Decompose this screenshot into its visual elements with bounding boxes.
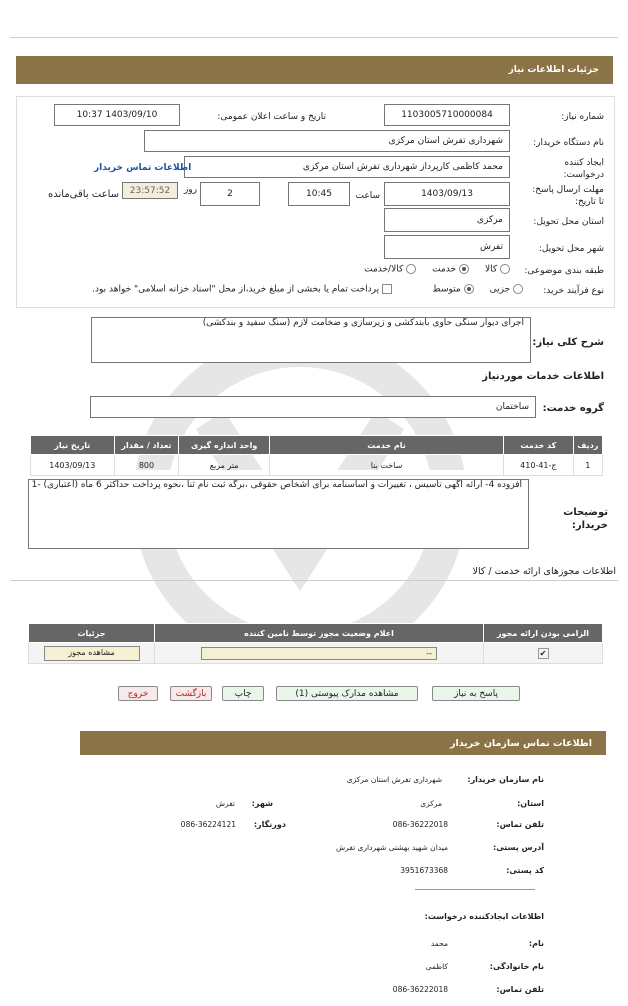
creator-name-label: نام: — [528, 939, 544, 948]
col-header-date: تاریخ نیاز — [31, 436, 115, 455]
radio-icon — [406, 264, 416, 274]
contact-postal-label: کد پستی: — [506, 866, 544, 875]
contact-fax-label: دورنگار: — [253, 820, 286, 829]
process-option-medium[interactable]: متوسط — [432, 284, 473, 295]
creator-name-value: محمد — [430, 939, 448, 948]
category-option-goods-service[interactable]: کالا/خدمت — [364, 264, 416, 275]
announce-label: تاریخ و ساعت اعلان عمومی: — [217, 112, 326, 122]
creator-family-value: کاظمی — [425, 962, 448, 971]
radio-icon — [513, 284, 523, 294]
status-select[interactable]: -- — [201, 647, 437, 660]
deadline-time-field[interactable]: 10:45 — [288, 182, 350, 206]
contact-postal-value: 3951673368 — [400, 866, 448, 875]
cell-name: ساخت بنا — [269, 455, 503, 476]
contact-title: اطلاعات تماس سازمان خریدار — [449, 737, 592, 749]
contact-phone-label: تلفن تماس: — [496, 820, 544, 829]
deadline-time-label: ساعت — [355, 191, 380, 201]
cell-details — [29, 643, 155, 664]
print-button[interactable]: چاپ — [222, 686, 264, 701]
permits-title: اطلاعات مجوزهای ارائه خدمت / کالا — [472, 566, 616, 577]
creator-label: ایجاد کننده درخواست: — [563, 158, 604, 180]
cell-row: 1 — [573, 455, 602, 476]
remaining-label: ساعت باقی‌مانده — [48, 189, 120, 200]
process-radio-group — [432, 284, 523, 295]
service-group-field: ساختمان — [90, 396, 536, 418]
city-label: شهر محل تحویل: — [538, 244, 604, 254]
days-label: روز — [183, 185, 197, 195]
category-option-goods[interactable]: کالا — [485, 264, 510, 275]
buyer-notes-label: توضیحات خریدار: — [563, 507, 608, 531]
reply-button[interactable]: پاسخ به نیاز — [432, 686, 520, 701]
creator-info-title: اطلاعات ایجادکننده درخواست: — [424, 912, 544, 921]
contact-province-label: استان: — [517, 799, 544, 808]
cell-code: ج-41-410 — [504, 455, 573, 476]
need-number-field: 1103005710000084 — [384, 104, 510, 126]
buyer-contact-link[interactable]: اطلاعات تماس خریدار — [94, 163, 192, 173]
attachments-button[interactable]: مشاهده مدارک پیوستی (1) — [276, 686, 418, 701]
radio-icon — [500, 264, 510, 274]
contact-address-value: میدان شهید بهشتی شهرداری تفرش — [335, 843, 448, 852]
table-row — [29, 643, 603, 664]
category-label: طبقه بندی موضوعی: — [524, 266, 604, 276]
cell-qty: 800 — [114, 455, 179, 476]
col-header-details: جزئیات — [29, 624, 155, 643]
radio-selected-icon — [459, 264, 469, 274]
cell-status — [155, 643, 484, 664]
radio-selected-icon — [464, 284, 474, 294]
days-field: 2 — [200, 182, 260, 206]
process-label: نوع فرآیند خرید: — [543, 286, 604, 296]
cell-required — [484, 643, 603, 664]
buyer-org-label: نام دستگاه خریدار: — [533, 138, 604, 148]
col-header-row: ردیف — [573, 436, 602, 455]
category-radio-group — [364, 264, 510, 275]
page-header — [16, 56, 613, 84]
contact-org-label: نام سازمان خریدار: — [467, 775, 544, 784]
service-group-label: گروه خدمت: — [542, 403, 604, 414]
creator-field: محمد کاظمی کارپرداز شهرداری تفرش استان مرکزی — [184, 156, 510, 178]
col-header-name: نام خدمت — [269, 436, 503, 455]
services-table — [30, 435, 603, 476]
process-option-minor[interactable]: جزیی — [490, 284, 523, 295]
contact-phone-value: 086-36222018 — [392, 820, 448, 829]
col-header-status: اعلام وضعیت مجوز توسط نامین کننده — [155, 624, 484, 643]
contact-province-value: مرکزی — [420, 799, 442, 808]
cell-date: 1403/09/13 — [31, 455, 115, 476]
exit-button[interactable]: خروج — [118, 686, 158, 701]
category-option-service[interactable]: خدمت — [432, 264, 469, 275]
creator-phone-value: 086-36222018 — [392, 985, 448, 994]
announce-field: 1403/09/10 10:37 — [54, 104, 180, 126]
creator-phone-label: تلفن تماس: — [496, 985, 544, 994]
remaining-time-field: 23:57:52 — [122, 182, 178, 199]
province-label: استان محل تحویل: — [533, 217, 604, 227]
top-divider — [10, 37, 618, 38]
buyer-notes-textarea[interactable]: افزوده 4- ارائه آگهی تاسیس ، تغییرات و اساسنامه برای اشخاص حقوقی ،برگه ثبت نام ثنا ،نحوه پرداخت حداکثر 6 ماه (اعتباری) -1 — [28, 479, 529, 549]
need-number-label: شماره نیاز: — [561, 112, 604, 122]
desc-label: شرح کلی نیاز: — [532, 337, 604, 348]
creator-family-label: نام خانوادگی: — [489, 962, 544, 971]
treasury-checkbox[interactable] — [382, 284, 392, 294]
treasury-note: پرداخت تمام یا بخشی از مبلغ خرید،از محل "اسناد خزانه اسلامی" خواهد بود. — [92, 284, 392, 295]
view-permit-button[interactable]: مشاهده مجوز — [44, 646, 140, 661]
contact-divider — [415, 889, 535, 890]
desc-textarea[interactable]: اجرای دیوار سنگی حاوی بابندکشی و زیرسازی و ضخامت لازم (سنگ سفید و بندکشی) — [91, 317, 531, 363]
table-row — [31, 455, 603, 476]
deadline-date-field[interactable]: 1403/09/13 — [384, 182, 510, 206]
services-section-title: اطلاعات خدمات موردنیاز — [482, 371, 604, 382]
contact-header — [80, 731, 606, 755]
buyer-org-field: شهرداری تفرش استان مرکزی — [144, 130, 510, 152]
contact-city-value: تفرش — [215, 799, 235, 808]
col-header-qty: تعداد / مقدار — [114, 436, 179, 455]
permits-table — [28, 623, 603, 664]
checkbox-checked-icon: ✔ — [538, 648, 549, 659]
city-field: تفرش — [384, 235, 510, 259]
contact-address-label: آدرس پستی: — [493, 843, 544, 852]
contact-org-value: شهرداری تفرش استان مرکزی — [346, 775, 442, 784]
province-field: مرکزی — [384, 208, 510, 232]
back-button[interactable]: بازگشت — [170, 686, 212, 701]
col-header-unit: واحد اندازه گیری — [179, 436, 270, 455]
page-title: جزئیات اطلاعات نیاز — [508, 65, 599, 75]
col-header-required: الزامی بودن ارائه مجوز — [484, 624, 603, 643]
contact-city-label: شهر: — [251, 799, 273, 808]
cell-unit: متر مربع — [179, 455, 270, 476]
col-header-code: کد خدمت — [504, 436, 573, 455]
contact-fax-value: 086-36224121 — [180, 820, 236, 829]
permits-divider — [10, 580, 618, 581]
deadline-label: مهلت ارسال پاسخ: تا تاریخ: — [532, 185, 604, 207]
